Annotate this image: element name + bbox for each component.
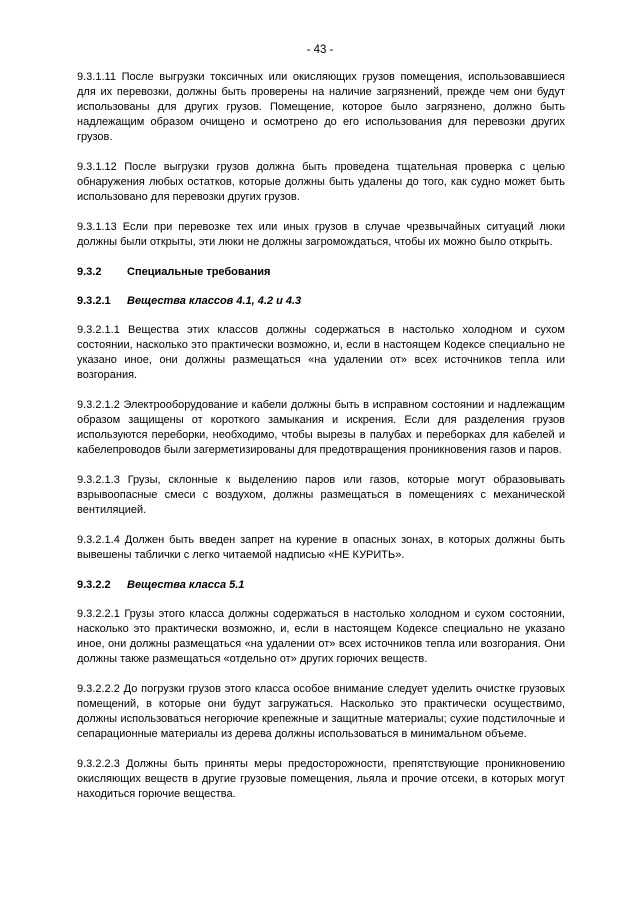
paragraph-9-3-1-13: 9.3.1.13 Если при перевозке тех или иных грузов в случае чрезвычайных ситуаций люки должны были открыты, эти люки не должны загромождаться, чтобы их можно было открыть. — [77, 221, 565, 248]
paragraph-9-3-2-1-1: 9.3.2.1.1 Вещества этих классов должны содержаться в настолько холодном и сухом состоянии, насколько это практически возможно, и, если в настоящем Кодексе специально не указано иное, они должны размещаться «на удалении от» всех источников тепла или возгорания. — [77, 324, 565, 381]
subsection-number: 9.3.2.1 — [77, 295, 111, 307]
paragraph-9-3-2-2-1: 9.3.2.2.1 Грузы этого класса должны содержаться в настолько холодном и сухом состоянии, насколько это практически возможно, и, если в настоящем Кодексе специально не указано иное, они должны размещаться «на удалении от» всех источников тепла или возгорания. Они должны также размещаться «отдельно от» других горючих веществ. — [77, 608, 565, 665]
paragraph-9-3-2-1-4: 9.3.2.1.4 Должен быть введен запрет на курение в опасных зонах, в которых должны быть вывешены таблички с легко читаемой надписью «НЕ КУРИТЬ». — [77, 534, 565, 561]
paragraph-9-3-2-2-2: 9.3.2.2.2 До погрузки грузов этого класса особое внимание следует уделить очистке грузовых помещений, в которые они будут загружаться. Насколько это практически осуществимо, должны использоваться негорючие крепежные и защитные материалы; сухие подстилочные и сепарационные материалы из дерева должны использоваться в минимальном объеме. — [77, 683, 565, 740]
paragraph-9-3-2-1-2: 9.3.2.1.2 Электрооборудование и кабели должны быть в исправном состоянии и надлежащим образом защищены от короткого замыкания и искрения. Если для разделения грузов используются переборки, необходимо, чтобы вырезы в палубах и переборках для кабелей и кабелепроводов были загерметизированы для предотвращения проникновения газов и паров. — [77, 399, 565, 456]
document-body — [77, 70, 565, 817]
subsection-title: Вещества класса 5.1 — [127, 579, 245, 591]
paragraph-9-3-1-11: 9.3.1.11 После выгрузки токсичных или окисляющих грузов помещения, использовавшиеся для их перевозки, должны быть проверены на наличие загрязнений, прежде чем они будут использованы для других грузов. Помещение, которое было загрязнено, должно быть надлежащим образом очищено и осмотрено до его использования для перевозки других грузов. — [77, 71, 565, 143]
paragraph-9-3-2-2-3: 9.3.2.2.3 Должны быть приняты меры предосторожности, препятствующие проникновению окисляющих веществ в другие грузовые помещения, льяла и прочие отсеки, в которых могут находиться горючие вещества. — [77, 758, 565, 800]
subsection-number: 9.3.2.2 — [77, 579, 111, 591]
page-number: - 43 - — [306, 44, 334, 56]
subsection-title: Вещества классов 4.1, 4.2 и 4.3 — [127, 295, 302, 307]
section-title: Специальные требования — [127, 266, 271, 278]
paragraph-9-3-1-12: 9.3.1.12 После выгрузки грузов должна быть проведена тщательная проверка с целью обнаружения любых остатков, которые должны быть удалены до того, как судно может быть использовано для перевозки других грузов. — [77, 161, 565, 203]
subsection-heading-9-3-2-2 — [77, 578, 565, 593]
section-number: 9.3.2 — [77, 266, 102, 278]
section-heading-9-3-2 — [77, 265, 565, 280]
paragraph-9-3-2-1-3: 9.3.2.1.3 Грузы, склонные к выделению паров или газов, которые могут образовывать взрывоопасные смеси с воздухом, должны размещаться в помещениях с механической вентиляцией. — [77, 474, 565, 516]
subsection-heading-9-3-2-1 — [77, 294, 565, 309]
